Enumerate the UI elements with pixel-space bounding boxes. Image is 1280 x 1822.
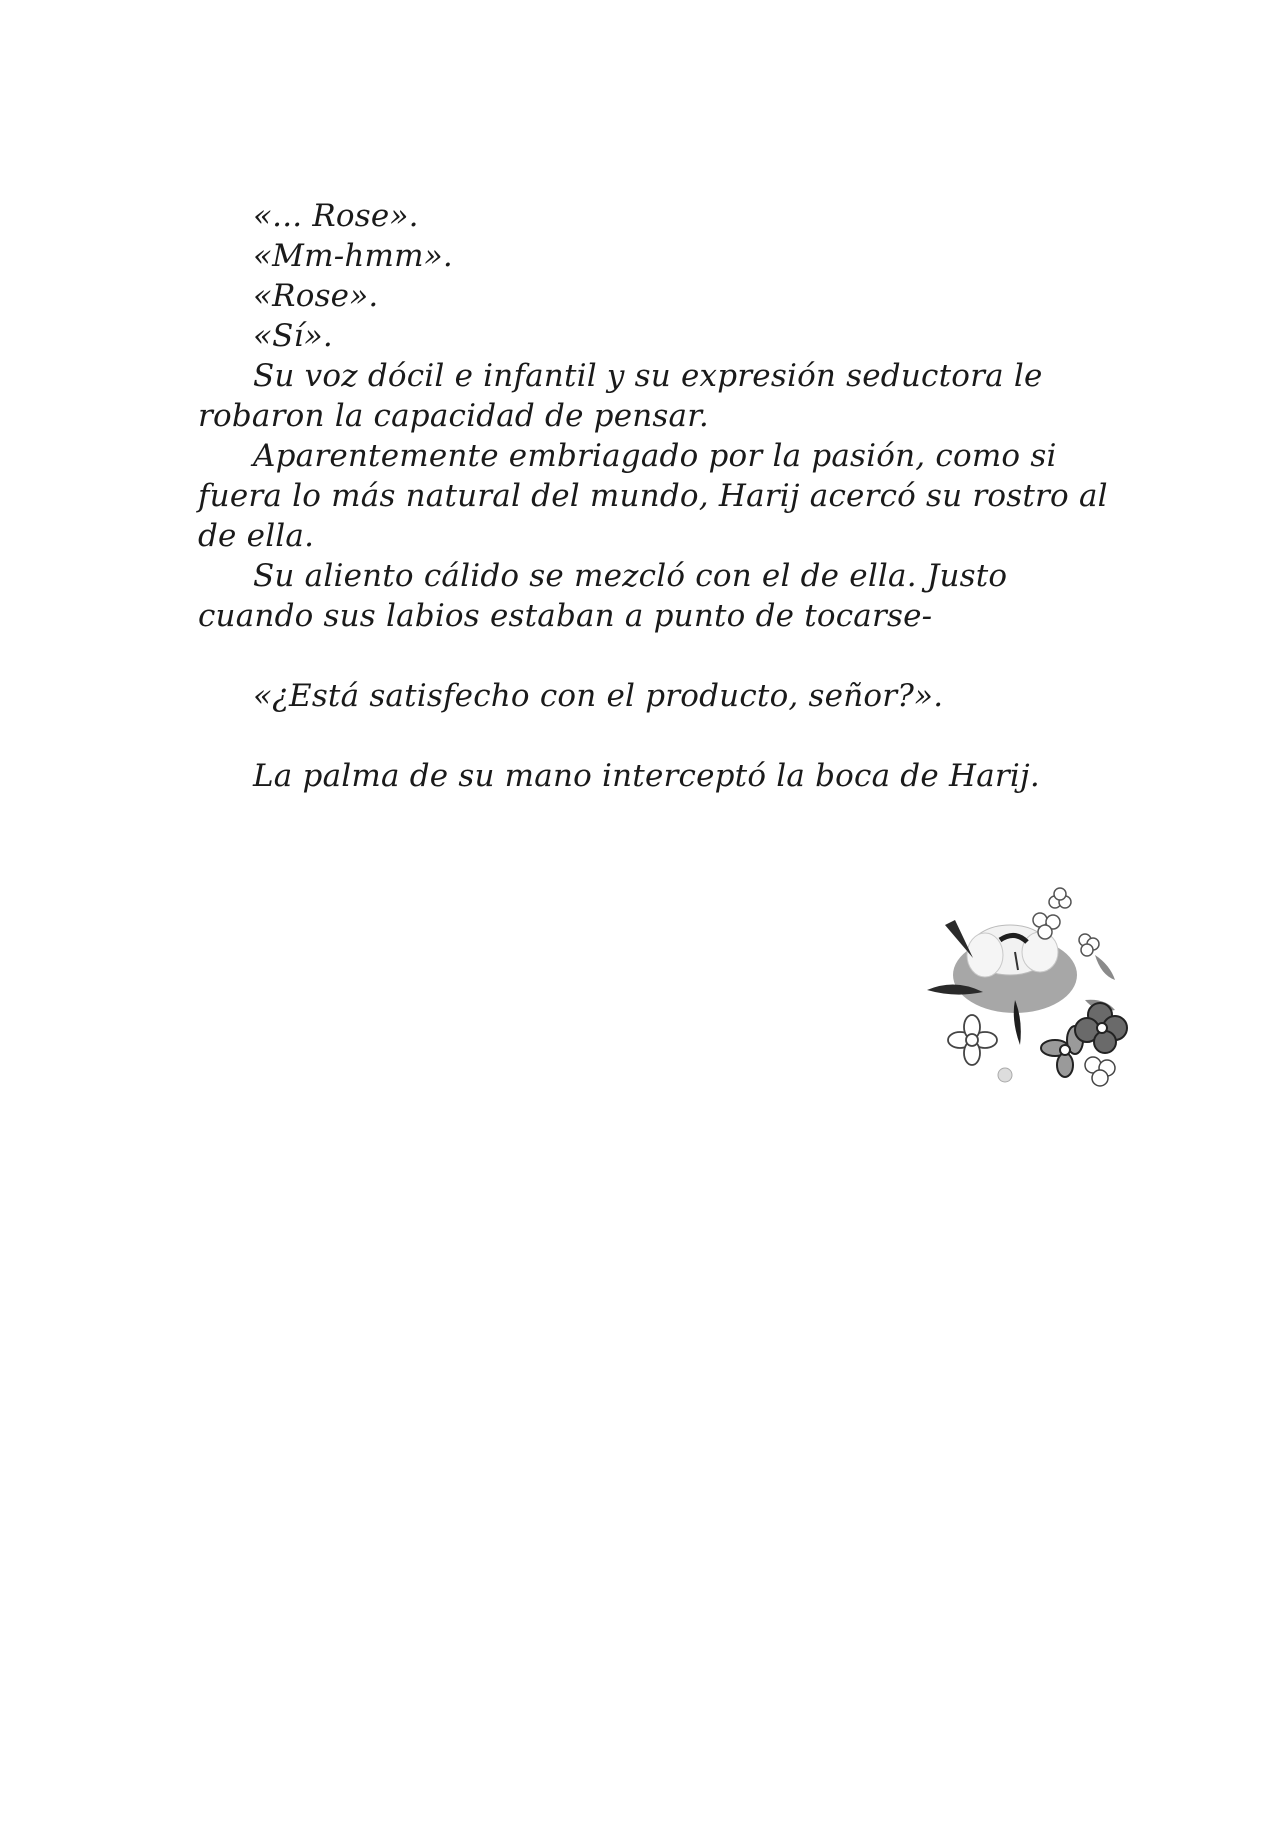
- paragraph: «... Rose».: [253, 198, 419, 234]
- paragraph: «Mm-hmm».: [253, 238, 453, 274]
- paragraph: «Rose».: [253, 278, 379, 314]
- paragraph: «¿Está satisfecho con el producto, señor?».: [253, 678, 944, 714]
- flower-bouquet-icon: [915, 880, 1135, 1090]
- story-text: [198, 196, 1108, 796]
- paragraph: Aparentemente embriagado por la pasión, como si fuera lo más natural del mundo, Harij acercó su rostro al de ella.: [198, 438, 1108, 554]
- paragraph: Su aliento cálido se mezcló con el de ella. Justo cuando sus labios estaban a punto de tocarse-: [198, 558, 1008, 634]
- paragraph: «Sí».: [253, 318, 333, 354]
- paragraph: Su voz dócil e infantil y su expresión seductora le robaron la capacidad de pensar.: [198, 358, 1043, 434]
- paragraph: La palma de su mano interceptó la boca de Harij.: [253, 758, 1040, 794]
